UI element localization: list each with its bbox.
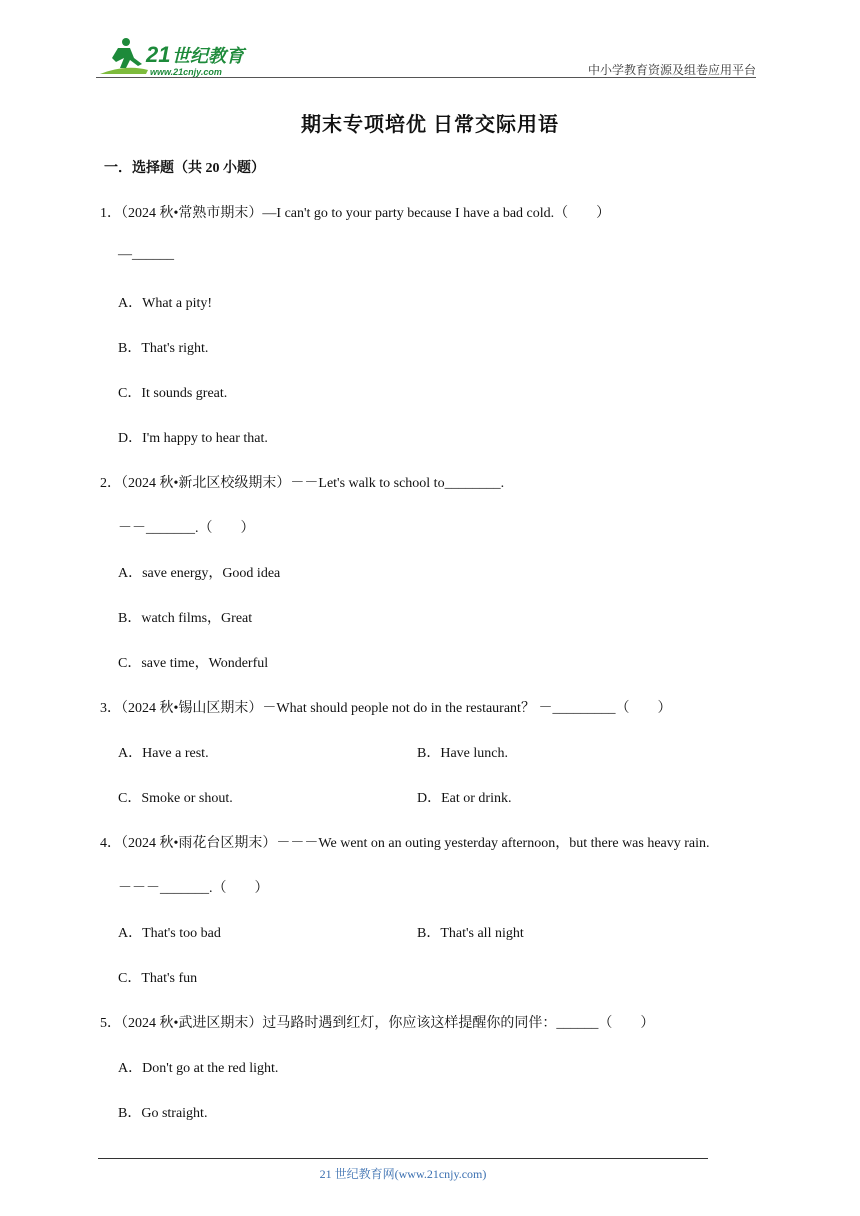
question-4-stem: 4．（2024 秋•雨花台区期末）－－－We went on an outing yesterday afternoon，but there was heavy rain. — [100, 836, 710, 851]
question-1-option-d[interactable]: D．I'm happy to hear that. — [118, 431, 268, 446]
question-2-option-b[interactable]: B．watch films，Great — [118, 611, 253, 626]
question-4-option-b[interactable]: B．That's all night — [417, 926, 524, 941]
svg-text:www.21cnjy.com: www.21cnjy.com — [150, 67, 222, 77]
question-3-option-d[interactable]: D．Eat or drink. — [417, 791, 512, 806]
question-2-answer-blank: －－_______.（ ） — [118, 521, 255, 536]
question-3-stem: 3．（2024 秋•锡山区期末）－What should people not do in the restaurant？ －_________（ ） — [100, 701, 672, 716]
footer-link[interactable]: 21 世纪教育网(www.21cnjy.com) — [319, 1167, 487, 1181]
question-3-option-b[interactable]: B．Have lunch. — [417, 746, 508, 761]
question-4-answer-blank: －－－_______.（ ） — [118, 881, 269, 896]
svg-text:21: 21 — [146, 42, 171, 67]
question-4-option-a[interactable]: A．That's too bad — [118, 926, 221, 941]
question-1-option-a[interactable]: A．What a pity! — [118, 296, 213, 311]
question-1-stem: 1．（2024 秋•常熟市期末）—I can't go to your party because I have a bad cold.（ ） — [100, 206, 611, 221]
question-1-answer-blank: —______ — [118, 247, 174, 262]
footer-divider — [98, 1158, 708, 1159]
question-2-option-c[interactable]: C．save time，Wonderful — [118, 656, 269, 671]
question-5-stem: 5．（2024 秋•武进区期末）过马路时遇到红灯，你应该这样提醒你的同伴：______（ ） — [100, 1016, 655, 1031]
question-2-stem: 2．（2024 秋•新北区校级期末）－－Let's walk to school to________. — [100, 476, 505, 491]
logo-21cnjy — [96, 34, 266, 78]
header-platform-text: 中小学教育资源及组卷应用平台 — [587, 63, 756, 77]
question-3-option-a[interactable]: A．Have a rest. — [118, 746, 209, 761]
question-1-option-b[interactable]: B．That's right. — [118, 341, 209, 356]
svg-text:世纪教育: 世纪教育 — [172, 46, 244, 67]
question-4-option-c[interactable]: C．That's fun — [118, 971, 198, 986]
header-divider — [96, 77, 756, 78]
question-3-option-c[interactable]: C．Smoke or shout. — [118, 791, 233, 806]
question-2-option-a[interactable]: A．save energy，Good idea — [118, 566, 281, 581]
question-1-option-c[interactable]: C．It sounds great. — [118, 386, 228, 401]
question-5-option-a[interactable]: A．Don't go at the red light. — [118, 1061, 279, 1076]
page-title: 期末专项培优 日常交际用语 — [301, 114, 559, 136]
question-5-option-b[interactable]: B．Go straight. — [118, 1106, 208, 1121]
page-header — [96, 34, 756, 78]
section-heading: 一．选择题（共 20 小题） — [104, 161, 265, 176]
